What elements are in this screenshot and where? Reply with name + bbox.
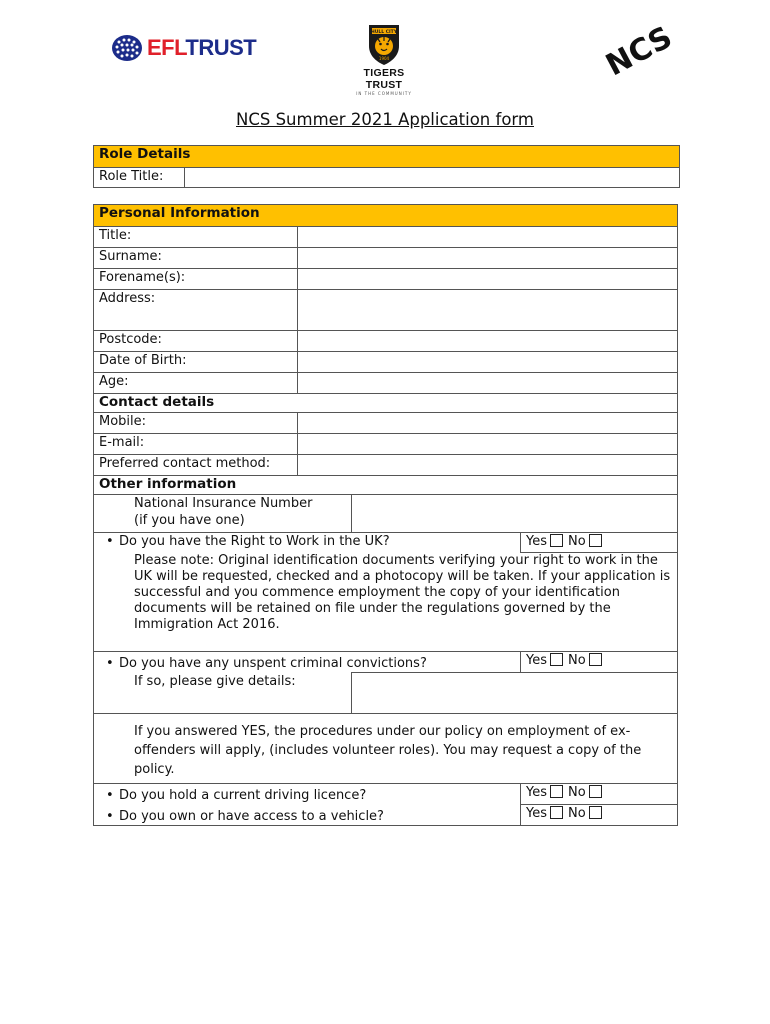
convictions-details-label: If so, please give details:	[94, 673, 352, 714]
forenames-field[interactable]	[298, 269, 678, 290]
ncs-logo	[598, 19, 678, 84]
convictions-answer	[521, 652, 678, 673]
email-field[interactable]	[298, 434, 678, 455]
mobile-label: Mobile:	[94, 413, 298, 434]
ncs-wordmark: NCS	[600, 19, 678, 84]
preferred-contact-label: Preferred contact method:	[94, 455, 298, 476]
role-title-label: Role Title:	[94, 168, 185, 188]
tigers-trust-name: TIGERS TRUST	[363, 67, 405, 91]
preferred-contact-field[interactable]	[298, 455, 678, 476]
role-details-header: Role Details	[94, 146, 680, 168]
driving-licence-no-checkbox[interactable]	[589, 785, 602, 798]
vehicle-access-yes-checkbox[interactable]	[550, 806, 563, 819]
personal-information-table	[93, 204, 678, 826]
contact-details-header: Contact details	[94, 394, 678, 413]
vehicle-access-answer	[521, 805, 678, 826]
date-of-birth-label: Date of Birth:	[94, 352, 298, 373]
convictions-details-field[interactable]	[352, 673, 678, 714]
yes-label: Yes	[526, 653, 547, 668]
title-label: Title:	[94, 227, 298, 248]
yes-label: Yes	[526, 785, 547, 800]
right-to-work-answer	[521, 533, 678, 553]
email-label: E-mail:	[94, 434, 298, 455]
efl-trust-wordmark: EFLTRUST	[147, 35, 257, 60]
convictions-text: Do you have any unspent criminal convictions?	[119, 656, 427, 671]
yes-label: Yes	[526, 534, 547, 549]
surname-field[interactable]	[298, 248, 678, 269]
personal-information-header: Personal Information	[94, 205, 678, 227]
forenames-label: Forename(s):	[94, 269, 298, 290]
bullet: •	[106, 788, 114, 803]
driving-licence-yes-checkbox[interactable]	[550, 785, 563, 798]
tigers-trust-tagline: IN THE COMMUNITY	[356, 91, 412, 96]
date-of-birth-field[interactable]	[298, 352, 678, 373]
role-details-table	[93, 145, 680, 188]
driving-licence-question	[94, 784, 521, 805]
convictions-yes-checkbox[interactable]	[550, 653, 563, 666]
bullet: •	[106, 656, 114, 671]
bullet: •	[106, 534, 114, 549]
bullet: •	[106, 808, 114, 824]
crest-year: 1904	[378, 56, 390, 61]
vehicle-access-text: Do you own or have access to a vehicle?	[119, 808, 384, 824]
ni-number-label-line1: National Insurance Number	[134, 496, 313, 511]
right-to-work-note: Please note: Original identification documents verifying your right to work in the UK will be requested, checked and a photocopy will be taken. If your application is successful and you commence employment the copy of your identification documents will be retained on file under the regulations governed by the Immigration Act 2016.	[94, 553, 678, 652]
no-label: No	[568, 653, 586, 668]
yes-label: Yes	[526, 806, 547, 821]
convictions-question	[94, 652, 521, 673]
driving-licence-text: Do you hold a current driving licence?	[119, 788, 367, 803]
right-to-work-no-checkbox[interactable]	[589, 534, 602, 547]
convictions-policy-note: If you answered YES, the procedures under our policy on employment of ex-offenders will apply, (includes volunteer roles). You may request a copy of the policy.	[94, 714, 678, 784]
tiger-crest-icon	[366, 22, 402, 66]
globe-icon	[110, 33, 144, 63]
ni-number-label	[94, 495, 352, 533]
postcode-label: Postcode:	[94, 331, 298, 352]
age-label: Age:	[94, 373, 298, 394]
right-to-work-text: Do you have the Right to Work in the UK?	[119, 534, 390, 549]
vehicle-access-no-checkbox[interactable]	[589, 806, 602, 819]
address-label: Address:	[94, 290, 298, 331]
crest-text: HULL CITY	[370, 30, 398, 35]
address-field[interactable]	[298, 290, 678, 331]
mobile-field[interactable]	[298, 413, 678, 434]
ni-number-field[interactable]	[352, 495, 678, 533]
no-label: No	[568, 534, 586, 549]
right-to-work-question	[94, 533, 521, 553]
tigers-trust-logo	[344, 22, 424, 96]
convictions-no-checkbox[interactable]	[589, 653, 602, 666]
other-information-header: Other information	[94, 476, 678, 495]
right-to-work-yes-checkbox[interactable]	[550, 534, 563, 547]
surname-label: Surname:	[94, 248, 298, 269]
efl-trust-logo	[110, 32, 256, 64]
driving-licence-answer	[521, 784, 678, 805]
page-title: NCS Summer 2021 Application form	[236, 110, 534, 129]
vehicle-access-question	[94, 805, 521, 826]
no-label: No	[568, 785, 586, 800]
ni-number-label-line2: (if you have one)	[134, 513, 245, 528]
no-label: No	[568, 806, 586, 821]
title-field[interactable]	[298, 227, 678, 248]
postcode-field[interactable]	[298, 331, 678, 352]
age-field[interactable]	[298, 373, 678, 394]
role-title-field[interactable]	[185, 168, 680, 188]
